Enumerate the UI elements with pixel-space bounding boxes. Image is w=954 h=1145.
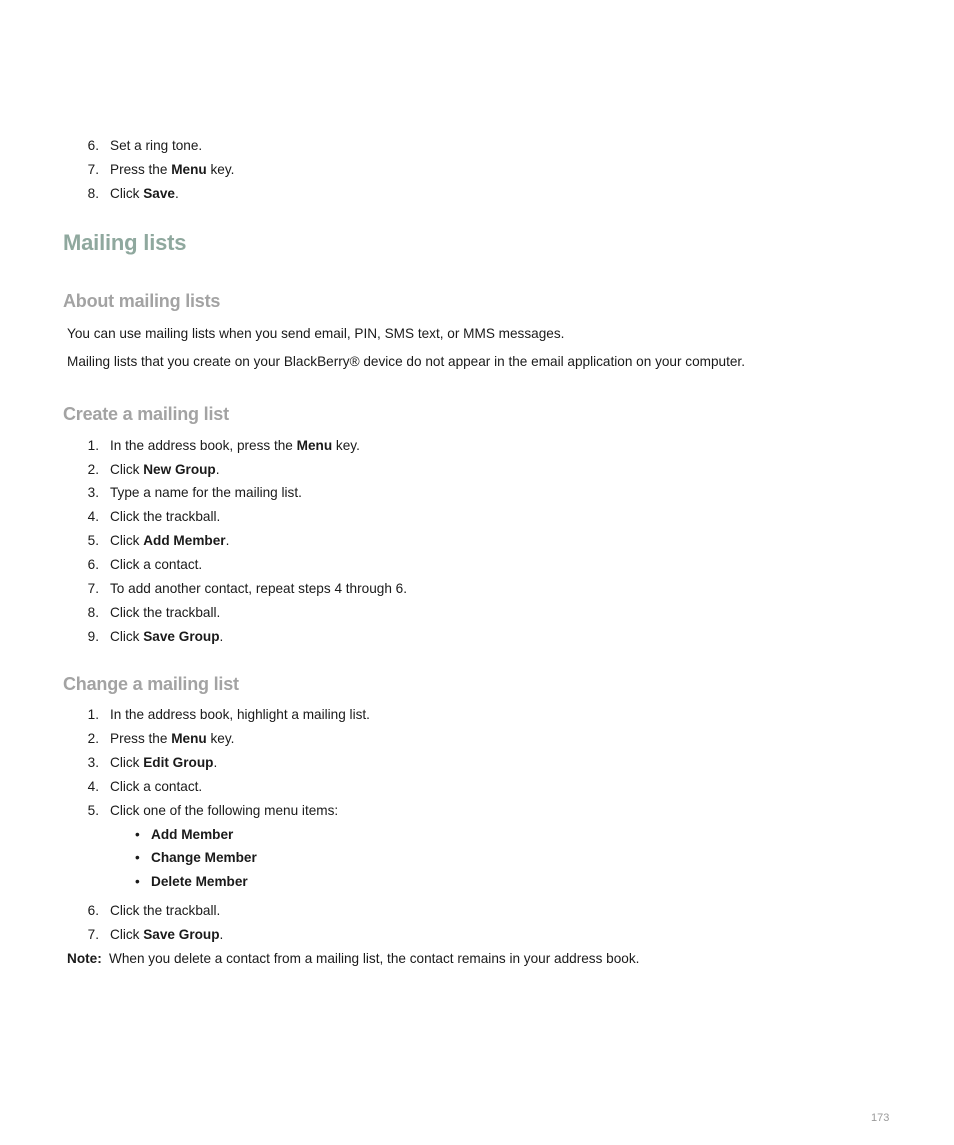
document-page: 6. Set a ring tone. 7. Press the Menu key. 8. Click Save. Mailing lists About mailing lists You can use mailing lists when you send email, PIN, SMS text, or MMS messages. Mailing lists that you create on your BlackBerry® device do not appear in the email application on your computer. Create a mailing list 1. In the address book, press the Menu key. 2. Click New Group. 3. Type a name for the mailing list. 4. Click the trackball. 5. Click Add Member. 6. Click a contact. 7. To add another contact, repeat steps 4 through 6. 8. Click the trackball. 9. Click Save Group. Change a mailing list 1. In the address book, highlight a mailing list. 2. Press the Menu key. 3. Click Edit Group. 4. Click a contact. 5. Click one of the following menu items: • Add Member • Change Member • Delete Member 6. Click the trackball. 7. Click Save Group. Note: When you delete a contact from a mailing list, the contact remains in your address book. 173 (63, 138, 890, 1124)
change-heading: Change a mailing list (63, 674, 239, 694)
about-paragraph-2: Mailing lists that you create on your BlackBerry® device do not appear in the email application on your computer. (67, 354, 745, 369)
bullet-dot-icon: • (135, 874, 140, 889)
bullet-dot-icon: • (135, 827, 140, 842)
page-number: 173 (871, 1112, 890, 1124)
create-heading: Create a mailing list (63, 404, 229, 424)
about-heading: About mailing lists (63, 291, 221, 311)
bullet-dot-icon: • (135, 850, 140, 865)
section-title: Mailing lists (63, 230, 187, 255)
note-text: When you delete a contact from a mailing list, the contact remains in your address book. (109, 951, 640, 966)
about-paragraph-1: You can use mailing lists when you send email, PIN, SMS text, or MMS messages. (67, 326, 565, 341)
note-label: Note: (67, 951, 102, 966)
